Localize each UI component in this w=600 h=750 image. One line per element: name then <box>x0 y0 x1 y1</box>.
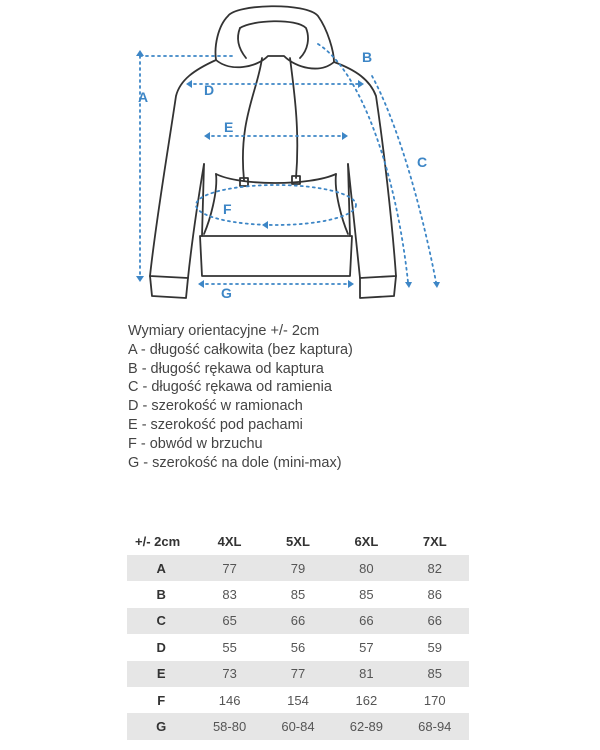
table-cell: 57 <box>359 639 374 655</box>
header-size-4xl: 4XL <box>217 534 242 549</box>
table-header-row <box>127 528 469 555</box>
table-row <box>127 608 469 634</box>
label-e: E <box>224 119 234 135</box>
table-cell: 81 <box>332 661 400 687</box>
table-cell: 77 <box>195 555 263 581</box>
hoodie-outline <box>150 6 396 298</box>
table-cell: 59 <box>427 639 443 655</box>
table-row <box>127 713 469 739</box>
measurement-legend <box>128 322 528 472</box>
label-d: D <box>204 82 215 98</box>
table-cell: 56 <box>290 639 306 655</box>
table-cell: 85 <box>359 587 374 603</box>
row-label: C <box>127 608 195 634</box>
table-cell: 65 <box>195 608 263 634</box>
table-cell: 62-89 <box>332 713 400 739</box>
header-size-7xl: 7XL <box>422 534 447 549</box>
row-label: D <box>156 639 166 655</box>
label-c: C <box>417 154 428 170</box>
table-cell: 79 <box>264 555 332 581</box>
table-cell: 58-80 <box>195 713 263 739</box>
table-cell: 55 <box>222 639 237 655</box>
header-tolerance: +/- 2cm <box>135 534 181 549</box>
table-cell: 146 <box>218 692 241 708</box>
table-cell: 66 <box>401 608 469 634</box>
header-size-6xl: 6XL <box>354 534 379 549</box>
row-label: A <box>127 555 195 581</box>
table-row <box>127 661 469 687</box>
table-cell: 66 <box>332 608 400 634</box>
table-row <box>127 555 469 581</box>
legend-item-d: D - szerokość w ramionach <box>128 398 303 415</box>
legend-item-b: B - długość rękawa od kaptura <box>128 360 324 377</box>
table-cell: 85 <box>401 661 469 687</box>
table-cell: 73 <box>195 661 263 687</box>
hoodie-measurement-diagram <box>0 0 600 310</box>
table-cell: 77 <box>264 661 332 687</box>
table-cell: 68-94 <box>401 713 469 739</box>
legend-item-e: E - szerokość pod pachami <box>128 416 303 433</box>
table-row <box>127 687 469 713</box>
row-label: G <box>127 713 195 739</box>
table-cell: 82 <box>401 555 469 581</box>
table-cell: 170 <box>423 692 446 708</box>
legend-item-f: F - obwód w brzuchu <box>128 435 263 452</box>
label-b: B <box>362 49 373 65</box>
table-cell: 66 <box>264 608 332 634</box>
label-g: G <box>221 285 232 301</box>
table-cell: 80 <box>332 555 400 581</box>
size-table <box>127 528 469 740</box>
table-cell: 154 <box>287 692 309 708</box>
legend-item-c: C - długość rękawa od ramienia <box>128 379 332 396</box>
row-label: E <box>127 661 195 687</box>
row-label: B <box>156 587 166 603</box>
table-cell: 86 <box>427 587 443 603</box>
legend-item-a: A - długość całkowita (bez kaptura) <box>128 341 353 358</box>
label-a: A <box>138 89 149 105</box>
table-cell: 85 <box>290 587 306 603</box>
label-f: F <box>223 201 232 217</box>
legend-title: Wymiary orientacyjne +/- 2cm <box>128 323 320 339</box>
table-cell: 83 <box>222 587 237 603</box>
table-cell: 162 <box>355 692 378 708</box>
table-row <box>127 581 469 607</box>
row-label: F <box>157 692 166 708</box>
header-size-5xl: 5XL <box>286 534 310 549</box>
table-row <box>127 634 469 660</box>
legend-item-g: G - szerokość na dole (mini-max) <box>128 454 342 471</box>
table-cell: 60-84 <box>264 713 332 739</box>
